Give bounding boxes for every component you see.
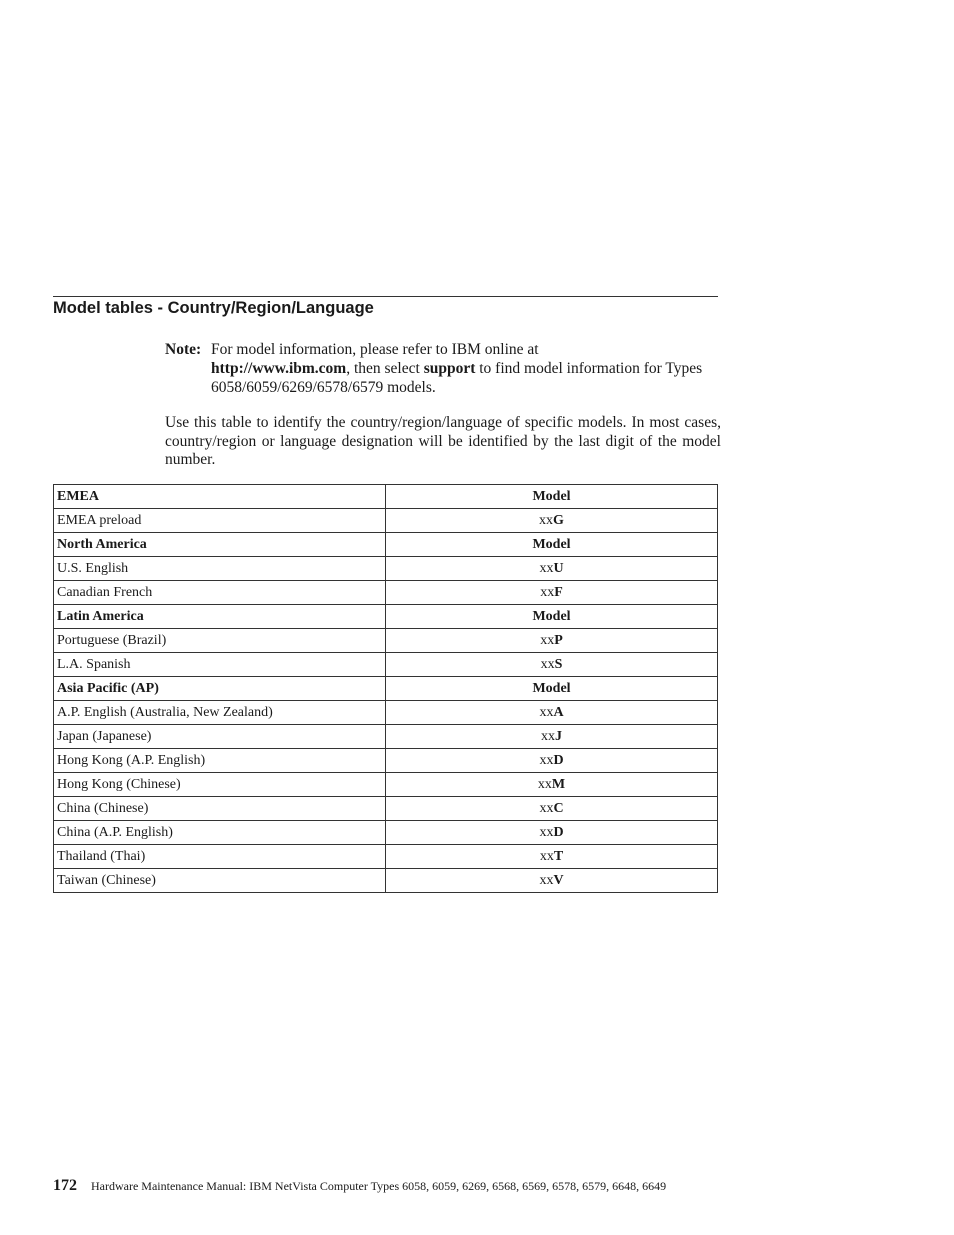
language-cell: Hong Kong (A.P. English) xyxy=(54,749,386,773)
model-code-cell xyxy=(386,725,718,749)
model-code-prefix: xx xyxy=(540,584,555,600)
page-number: 172 xyxy=(53,1177,77,1194)
model-code-cell xyxy=(386,557,718,581)
language-cell: A.P. English (Australia, New Zealand) xyxy=(54,701,386,725)
model-header-cell: Model xyxy=(386,605,718,629)
model-code-cell xyxy=(386,509,718,533)
model-header-cell: Model xyxy=(386,677,718,701)
note-text xyxy=(211,340,725,397)
language-cell: L.A. Spanish xyxy=(54,653,386,677)
table-row xyxy=(54,629,718,653)
language-cell: China (Chinese) xyxy=(54,797,386,821)
table-row xyxy=(54,701,718,725)
model-code-cell xyxy=(386,749,718,773)
support-keyword: support xyxy=(423,360,476,377)
table-group-header xyxy=(54,485,718,509)
model-code-prefix: xx xyxy=(539,800,554,816)
model-code-suffix: V xyxy=(553,872,564,888)
page-footer xyxy=(53,1175,723,1197)
language-cell: Thailand (Thai) xyxy=(54,845,386,869)
model-code-prefix: xx xyxy=(539,848,554,864)
model-code-cell xyxy=(386,821,718,845)
model-code-prefix: xx xyxy=(539,824,554,840)
model-code-prefix: xx xyxy=(539,752,554,768)
model-header-cell: Model xyxy=(386,533,718,557)
model-code-suffix: A xyxy=(553,704,564,720)
model-code-cell xyxy=(386,773,718,797)
table-group-header xyxy=(54,605,718,629)
language-cell: Portuguese (Brazil) xyxy=(54,629,386,653)
model-code-cell xyxy=(386,797,718,821)
model-header-cell: Model xyxy=(386,485,718,509)
model-table-body xyxy=(54,485,718,893)
note-text-1: For model information, please refer to IBM online at xyxy=(211,341,539,358)
model-code-prefix: xx xyxy=(537,776,552,792)
table-row xyxy=(54,749,718,773)
model-code-suffix: F xyxy=(554,584,563,600)
model-code-cell xyxy=(386,869,718,893)
model-code-suffix: J xyxy=(555,728,562,744)
language-cell: U.S. English xyxy=(54,557,386,581)
model-code-suffix: S xyxy=(554,656,563,672)
model-code-suffix: C xyxy=(553,800,564,816)
model-code-cell xyxy=(386,629,718,653)
table-group-header xyxy=(54,533,718,557)
model-code-cell xyxy=(386,581,718,605)
model-code-cell xyxy=(386,701,718,725)
model-table xyxy=(53,484,718,893)
table-row xyxy=(54,557,718,581)
ibm-url-link[interactable]: http://www.ibm.com xyxy=(211,360,347,377)
model-code-suffix: U xyxy=(553,560,564,576)
model-code-suffix: T xyxy=(553,848,564,864)
model-code-prefix: xx xyxy=(539,704,554,720)
model-code-cell xyxy=(386,845,718,869)
language-cell: EMEA preload xyxy=(54,509,386,533)
language-cell: Canadian French xyxy=(54,581,386,605)
group-label-cell: EMEA xyxy=(54,485,386,509)
language-cell: Hong Kong (Chinese) xyxy=(54,773,386,797)
model-code-suffix: D xyxy=(553,752,564,768)
language-cell: Taiwan (Chinese) xyxy=(54,869,386,893)
model-code-cell xyxy=(386,653,718,677)
model-code-suffix: P xyxy=(554,632,563,648)
model-code-prefix: xx xyxy=(539,560,554,576)
language-cell: Japan (Japanese) xyxy=(54,725,386,749)
section-rule xyxy=(53,296,718,297)
note-label: Note: xyxy=(165,341,202,358)
note-text-2: , then select xyxy=(346,360,424,377)
model-code-prefix: xx xyxy=(539,872,554,888)
model-code-suffix: G xyxy=(553,512,564,528)
model-code-prefix: xx xyxy=(541,728,555,744)
group-label-cell: North America xyxy=(54,533,386,557)
note-block xyxy=(165,340,725,397)
table-row xyxy=(54,725,718,749)
model-code-prefix: xx xyxy=(539,512,554,528)
footer-text: Hardware Maintenance Manual: IBM NetVista Computer Types 6058, 6059, 6269, 6568, 6569, 6578, 6579, 6648, 6649 xyxy=(91,1179,667,1193)
table-row xyxy=(54,821,718,845)
table-row xyxy=(54,773,718,797)
group-label-cell: Asia Pacific (AP) xyxy=(54,677,386,701)
table-row xyxy=(54,653,718,677)
table-row xyxy=(54,869,718,893)
table-row xyxy=(54,797,718,821)
note-text-3: to find model information for Types 6058/6059/6269/6578/6579 models. xyxy=(211,360,703,396)
model-code-suffix: D xyxy=(553,824,564,840)
model-code-prefix: xx xyxy=(540,656,555,672)
table-row xyxy=(54,509,718,533)
intro-paragraph: Use this table to identify the country/region/language of specific models. In most cases, country/region or language designation will be identified by the last digit of the model number. xyxy=(165,414,721,469)
table-group-header xyxy=(54,677,718,701)
group-label-cell: Latin America xyxy=(54,605,386,629)
section-title: Model tables - Country/Region/Language xyxy=(53,299,374,317)
model-code-prefix: xx xyxy=(540,632,555,648)
model-code-suffix: M xyxy=(551,776,566,792)
table-row xyxy=(54,581,718,605)
table-row xyxy=(54,845,718,869)
language-cell: China (A.P. English) xyxy=(54,821,386,845)
